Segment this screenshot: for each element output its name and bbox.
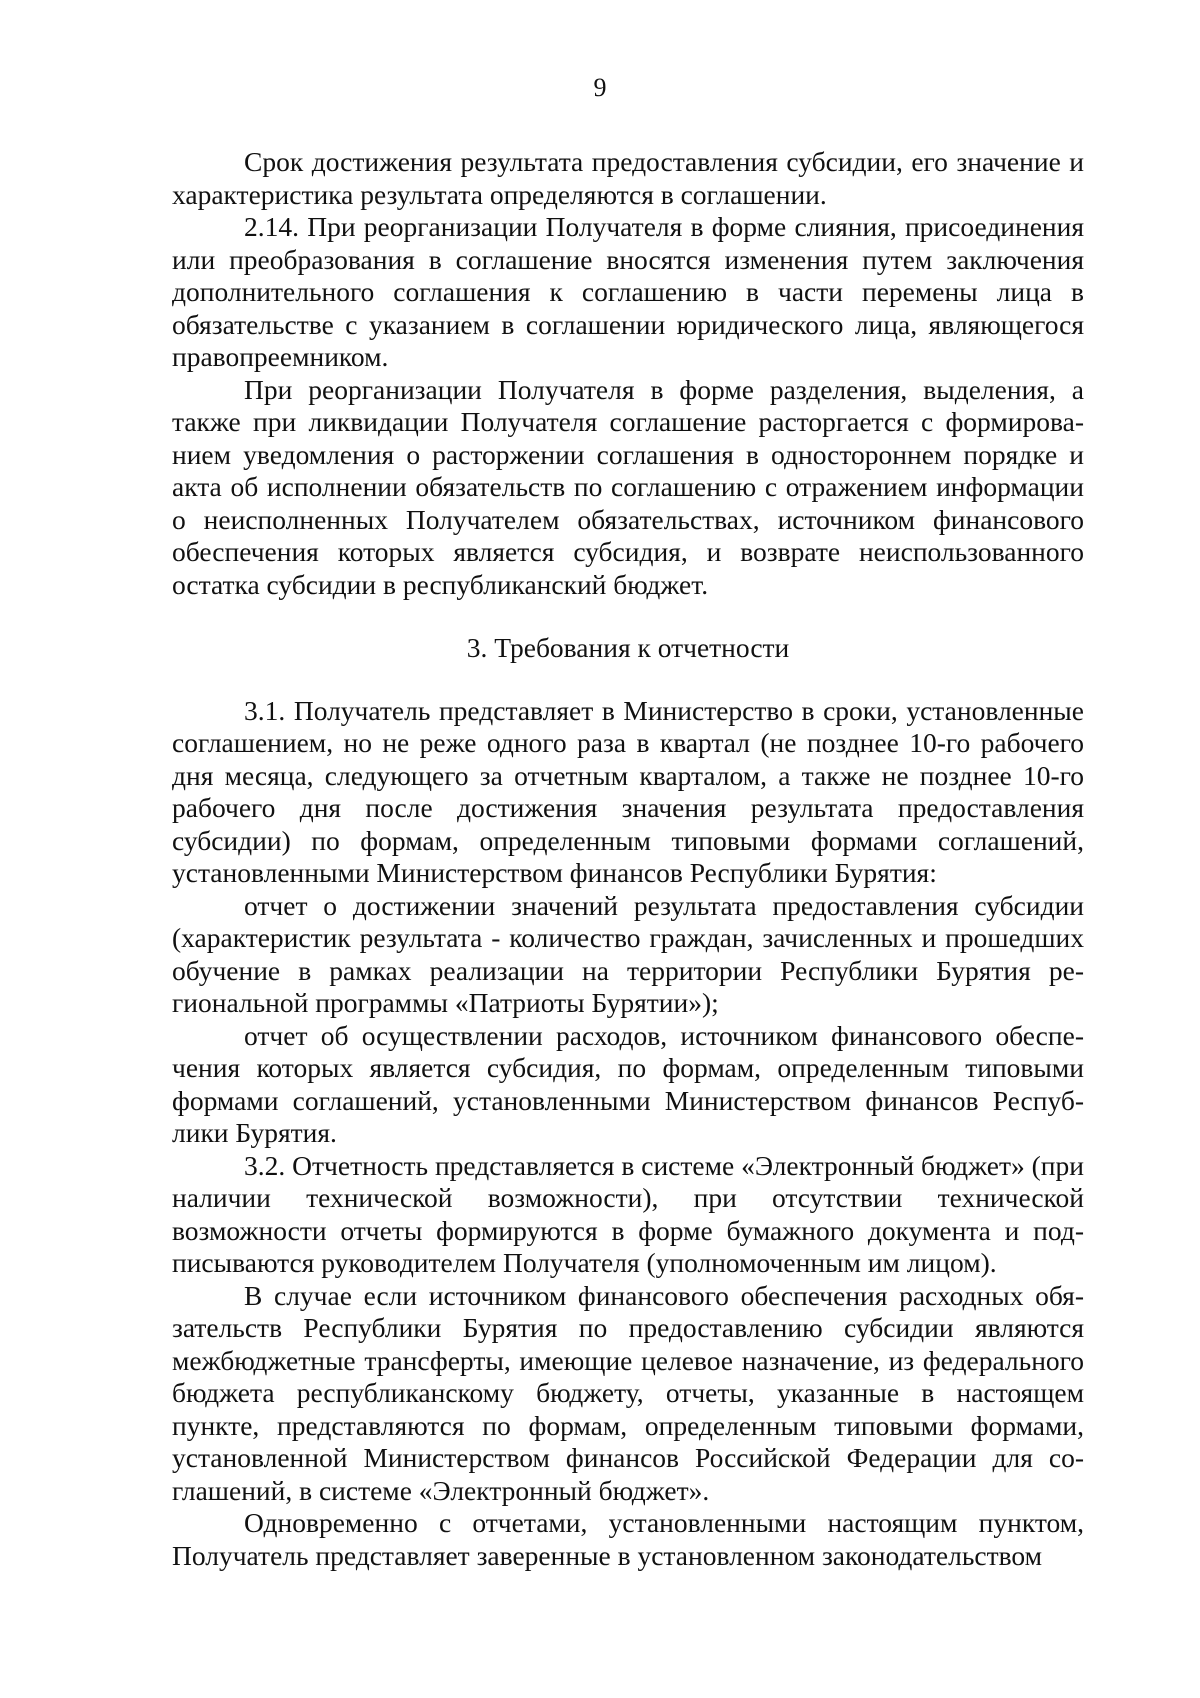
section-heading-reporting: 3. Требования к отчетности: [466, 632, 790, 663]
paragraph-report-results: отчет о достижении значений результата предоставления субсидии (характеристик результата - количество граждан, зачисленных и прошедших обучение в рамках реализации на территории Республики Бурятия региональной программы «Патриоты Бурятии»);: [172, 889, 1084, 1018]
paragraph-3-2-electronic-budget: 3.2. Отчетность представляется в системе «Электронный бюджет» (при наличии технической возможности), при отсутствии технической возможности отчеты формируются в форме бумажного документа и подписываются руководителем Получателя (уполномоченным им лицом).: [172, 1149, 1084, 1278]
document-body: [172, 146, 1084, 1572]
paragraph-reorganization-division: При реорганизации Получателя в форме разделения, выделения, а также при ликвидации Получателя соглашение расторгается с формированием уведомления о расторжении соглашения в одностороннем порядке и акта об исполнении обязательств по соглашению с отражением информации о неисполненных Получателем обязательствах, источником финансового обеспечения которых является субсидия, и возврате неиспользованного остатка субсидии в республиканский бюджет.: [172, 373, 1084, 600]
paragraph-simultaneous-reports: Одновременно с отчетами, установленными настоящим пунктом, Получатель представляет заверенные в установленном законодательством: [172, 1507, 1084, 1571]
paragraph-result-deadline: Срок достижения результата предоставления субсидии, его значение и характеристика результата определяются в соглашении.: [172, 146, 1084, 210]
page-number: 9: [593, 73, 607, 102]
paragraph-report-expenses: отчет об осуществлении расходов, источником финансового обеспечения которых является субсидия, по формам, определенным типовыми формами соглашений, установленными Министерством финансов Республики Бурятия.: [172, 1019, 1084, 1148]
paragraph-3-1-reporting-terms: 3.1. Получатель представляет в Министерство в сроки, установленные соглашением, но не реже одного раза в квартал (не позднее 10-го рабочего дня месяца, следующего за отчетным кварталом, а также не позднее 10-го рабочего дня после достижения значения результата предоставления субсидии) по формам, определенным типовыми формами соглашений, установленными Министерством финансов Республики Бурятия:: [172, 694, 1084, 888]
paragraph-federal-transfers: В случае если источником финансового обеспечения расходных обязательств Республики Бурятия по предоставлению субсидии являются межбюджетные трансферты, имеющие целевое назначение, из федерального бюджета республиканскому бюджету, отчеты, указанные в настоящем пункте, представляются по формам, определенным типовыми формами, установленной Министерством финансов Российской Федерации для соглашений, в системе «Электронный бюджет».: [172, 1279, 1084, 1506]
paragraph-2-14-reorganization: 2.14. При реорганизации Получателя в форме слияния, присоединения или преобразования в соглашение вносятся изменения путем заключения дополнительного соглашения к соглашению в части перемены лица в обязательстве с указанием в соглашении юридического лица, являющегося правопреемником.: [172, 211, 1084, 372]
